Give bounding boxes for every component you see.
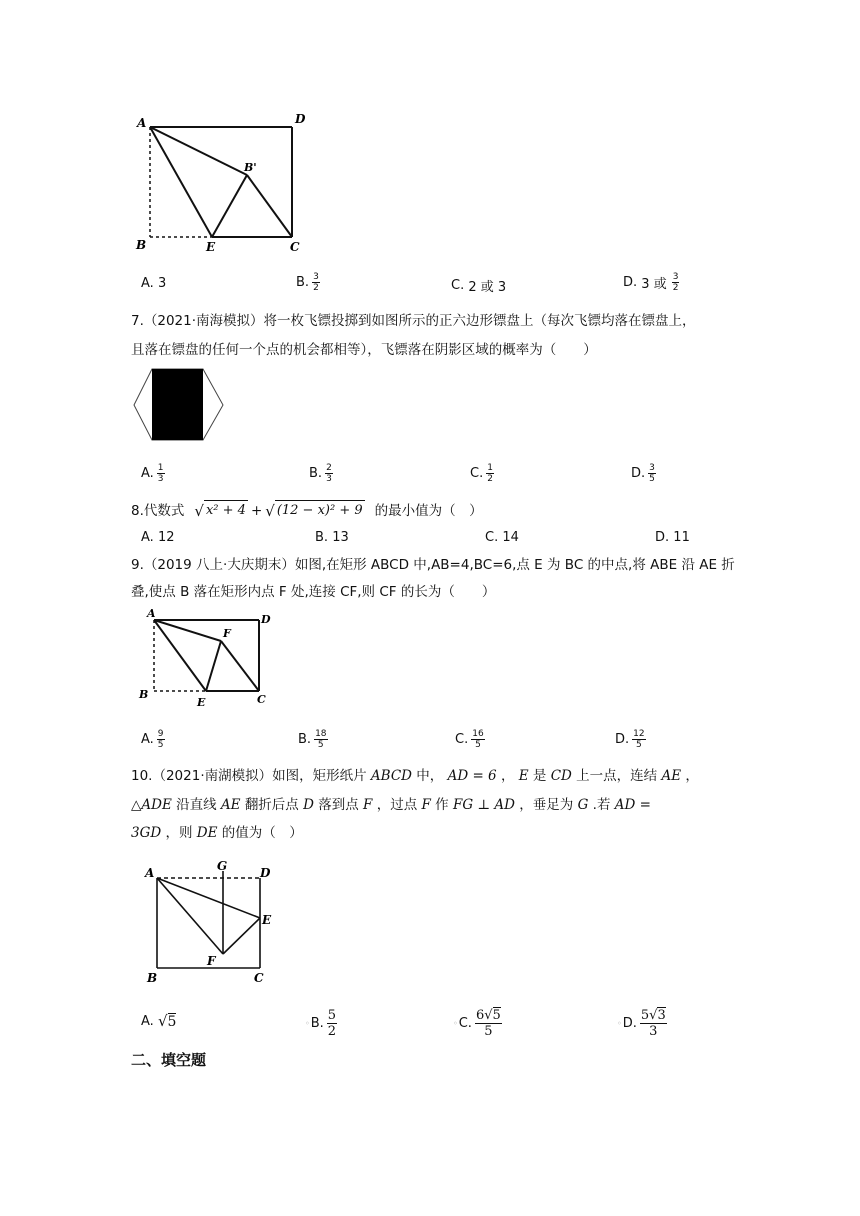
q10-option-a[interactable]: A. √ 5 bbox=[141, 1012, 177, 1030]
q10-text-line3 bbox=[131, 823, 303, 843]
q8-expression: √ x² + 4 + √ (12 − x)² + 9 bbox=[194, 501, 363, 520]
q8-option-a-value: 12 bbox=[157, 530, 175, 545]
q6-option-b[interactable] bbox=[296, 272, 320, 293]
q10-label-g: G bbox=[217, 859, 228, 873]
q8-option-c-label: C. bbox=[485, 530, 499, 545]
q7-option-d[interactable] bbox=[631, 463, 656, 484]
q7-hexagon-figure bbox=[133, 368, 225, 442]
q10-l2-j: 作 bbox=[435, 797, 449, 813]
q9-option-b-label: B. bbox=[298, 732, 312, 747]
q10-l3-b: ，则 bbox=[165, 825, 193, 841]
q8-option-b-label: B. bbox=[315, 530, 329, 545]
q10-l1-j: AE bbox=[661, 768, 682, 784]
q10-option-b-fraction: $\frac{5}{2}$ bbox=[327, 1008, 337, 1039]
q9-option-a[interactable] bbox=[141, 729, 165, 750]
q7-shaded-region bbox=[152, 369, 203, 440]
q6-option-d-value: 3 或 bbox=[641, 277, 667, 292]
q6-option-a-label: A. bbox=[141, 276, 154, 291]
q10-l3-d: 的值为（ ） bbox=[221, 825, 303, 841]
q10-option-b[interactable]: ◦ B. $\frac{5}{2}$ bbox=[305, 1008, 337, 1039]
q8-option-b[interactable] bbox=[315, 530, 349, 545]
q6-option-d[interactable] bbox=[623, 272, 679, 293]
q6-option-b-fraction: $\frac{3}{2}$ bbox=[313, 272, 319, 293]
q10-label-f: F bbox=[207, 954, 216, 968]
q10-l2-g: F bbox=[363, 797, 373, 813]
q7-text-line1: 7.（2021·南海模拟）将一枚飞镖投掷到如图所示的正六边形镖盘上（每次飞镖均落在镖盘上， bbox=[131, 313, 696, 329]
q6-option-a-value: 3 bbox=[157, 276, 167, 291]
q10-option-c[interactable]: ◦ C. $\frac{6√5}{5}$ bbox=[453, 1008, 501, 1039]
q10-l2-i: F bbox=[421, 797, 431, 813]
q8-option-d-label: D. bbox=[655, 530, 670, 545]
q7-option-c-fraction: $\frac{1}{2}$ bbox=[487, 463, 493, 484]
q9-option-a-fraction: $\frac{9}{5}$ bbox=[157, 729, 164, 750]
q10-l2-n: .若 bbox=[592, 797, 611, 813]
q10-l2-c: AE bbox=[220, 797, 241, 813]
q8-suffix: 的最小值为（ ） bbox=[374, 502, 483, 519]
q7-option-b-label: B. bbox=[309, 466, 323, 481]
q10-label-a: A bbox=[145, 866, 155, 880]
q10-option-c-label: C. bbox=[458, 1016, 472, 1031]
q7-option-a-label: A. bbox=[141, 466, 154, 481]
q8-option-a-label: A. bbox=[141, 530, 154, 545]
q10-option-d[interactable]: ◦ D. $\frac{5√3}{3}$ bbox=[617, 1008, 666, 1039]
q10-l2-k: FG ⊥ AD bbox=[452, 797, 515, 813]
q10-l1-i: 上一点，连结 bbox=[576, 768, 658, 784]
q6-label-c: C bbox=[290, 240, 300, 254]
q10-label-d: D bbox=[260, 866, 271, 880]
q7-option-d-fraction: $\frac{3}{5}$ bbox=[649, 463, 655, 484]
q6-label-a: A bbox=[137, 116, 147, 130]
q9-label-f: F bbox=[223, 627, 231, 640]
q10-l2-h: ，过点 bbox=[376, 797, 418, 813]
q9-text-line1: 9.（2019 八上·大庆期末）如图,在矩形 ABCD 中,AB=4,BC=6,点 E 为 BC 的中点,将 ABE 沿 AE 折 bbox=[131, 557, 735, 573]
q9-label-b: B bbox=[139, 688, 149, 701]
q9-option-a-label: A. bbox=[141, 732, 154, 747]
q8-radicand-1: x² + 4 bbox=[204, 500, 248, 521]
q6-label-bprime: B' bbox=[244, 161, 257, 174]
q10-option-d-fraction: $\frac{5√3}{3}$ bbox=[640, 1008, 666, 1039]
q10-label-b: B bbox=[147, 971, 158, 985]
q9-label-d: D bbox=[261, 613, 271, 626]
q7-option-c[interactable] bbox=[470, 463, 494, 484]
q6-option-c-value: 2 或 3 bbox=[468, 280, 507, 295]
q8-prefix: 8.代数式 bbox=[131, 502, 185, 519]
q10-l1-h: CD bbox=[550, 768, 572, 784]
q9-option-d[interactable] bbox=[615, 729, 646, 750]
q10-l3-c: DE bbox=[196, 825, 218, 841]
q10-l3-a: 3GD bbox=[131, 825, 162, 841]
q10-l2-a: △ADE bbox=[131, 797, 172, 813]
q10-l1-a: 10.（2021·南湖模拟）如图，矩形纸片 bbox=[131, 768, 367, 784]
q10-figure bbox=[142, 858, 282, 986]
q9-option-c[interactable] bbox=[455, 729, 485, 750]
q9-option-d-fraction: $\frac{12}{5}$ bbox=[633, 729, 645, 750]
q7-option-b-fraction: $\frac{2}{3}$ bbox=[326, 463, 332, 484]
q8-option-c-value: 14 bbox=[502, 530, 519, 545]
q9-option-c-fraction: $\frac{16}{5}$ bbox=[472, 729, 484, 750]
q7-option-b[interactable] bbox=[309, 463, 333, 484]
q10-l1-k: ， bbox=[685, 768, 699, 784]
q10-option-a-label: A. bbox=[141, 1013, 154, 1029]
q10-option-a-radicand: 5 bbox=[167, 1013, 177, 1030]
q10-option-b-label: B. bbox=[310, 1016, 324, 1031]
q6-label-b: B bbox=[136, 238, 147, 252]
q10-text-line2 bbox=[131, 795, 651, 815]
section-title-fill-in: 二、填空题 bbox=[131, 1051, 207, 1069]
q10-l2-m: G bbox=[577, 797, 589, 813]
q10-label-c: C bbox=[254, 971, 264, 985]
q9-option-c-label: C. bbox=[455, 732, 469, 747]
q8-option-d-value: 11 bbox=[673, 530, 690, 545]
q8-plus: + bbox=[250, 502, 263, 519]
q10-l1-f: E bbox=[518, 768, 529, 784]
q10-option-c-fraction: $\frac{6√5}{5}$ bbox=[475, 1008, 501, 1039]
q10-l1-d: AD = 6 bbox=[447, 768, 497, 784]
q6-label-d: D bbox=[295, 112, 306, 126]
q6-option-d-label: D. bbox=[623, 275, 638, 290]
q10-label-e: E bbox=[262, 913, 272, 927]
q7-option-d-label: D. bbox=[631, 466, 646, 481]
q8-radicand-2: (12 − x)² + 9 bbox=[275, 500, 365, 521]
q10-l2-f: 落到点 bbox=[318, 797, 359, 813]
q6-option-b-label: B. bbox=[296, 275, 310, 290]
q7-option-a[interactable] bbox=[141, 463, 165, 484]
q9-option-b[interactable] bbox=[298, 729, 328, 750]
q10-l1-g: 是 bbox=[532, 768, 547, 784]
q8-option-c[interactable] bbox=[485, 530, 519, 545]
q8-option-b-value: 13 bbox=[332, 530, 349, 545]
q10-text-line1 bbox=[131, 766, 699, 786]
q9-text-line2: 叠,使点 B 落在矩形内点 F 处,连接 CF,则 CF 的长为（ ） bbox=[131, 584, 496, 600]
q9-label-e: E bbox=[197, 696, 206, 709]
q7-text-line2: 且落在镖盘的任何一个点的机会都相等），飞镖落在阴影区域的概率为（ ） bbox=[131, 342, 597, 358]
q10-l2-o: AD = bbox=[614, 797, 651, 813]
q9-label-c: C bbox=[257, 693, 266, 706]
q10-l1-b: ABCD bbox=[370, 768, 412, 784]
q8-question bbox=[131, 500, 483, 521]
q9-option-b-fraction: $\frac{18}{5}$ bbox=[315, 729, 327, 750]
q8-option-a[interactable] bbox=[141, 530, 174, 545]
q10-l2-e: D bbox=[303, 797, 314, 813]
q10-l2-b: 沿直线 bbox=[176, 797, 217, 813]
q10-l1-e: ， bbox=[500, 768, 515, 784]
q6-option-d-fraction: $\frac{3}{2}$ bbox=[672, 272, 679, 293]
q7-option-a-fraction: $\frac{1}{3}$ bbox=[157, 463, 164, 484]
q6-option-a[interactable] bbox=[141, 276, 166, 291]
q6-label-e: E bbox=[206, 240, 216, 254]
q6-figure bbox=[130, 105, 320, 255]
q6-option-c[interactable] bbox=[451, 276, 506, 295]
q10-l2-l: ，垂足为 bbox=[519, 797, 574, 813]
q7-option-c-label: C. bbox=[470, 466, 484, 481]
q10-l2-d: 翻折后点 bbox=[244, 797, 299, 813]
q10-option-d-label: D. bbox=[622, 1016, 637, 1031]
q10-l1-c: 中， bbox=[416, 768, 444, 784]
q9-label-a: A bbox=[147, 607, 156, 620]
q8-option-d[interactable] bbox=[655, 530, 690, 545]
q9-figure bbox=[137, 606, 277, 712]
q9-option-d-label: D. bbox=[615, 732, 630, 747]
q6-option-c-label: C. bbox=[451, 278, 465, 293]
